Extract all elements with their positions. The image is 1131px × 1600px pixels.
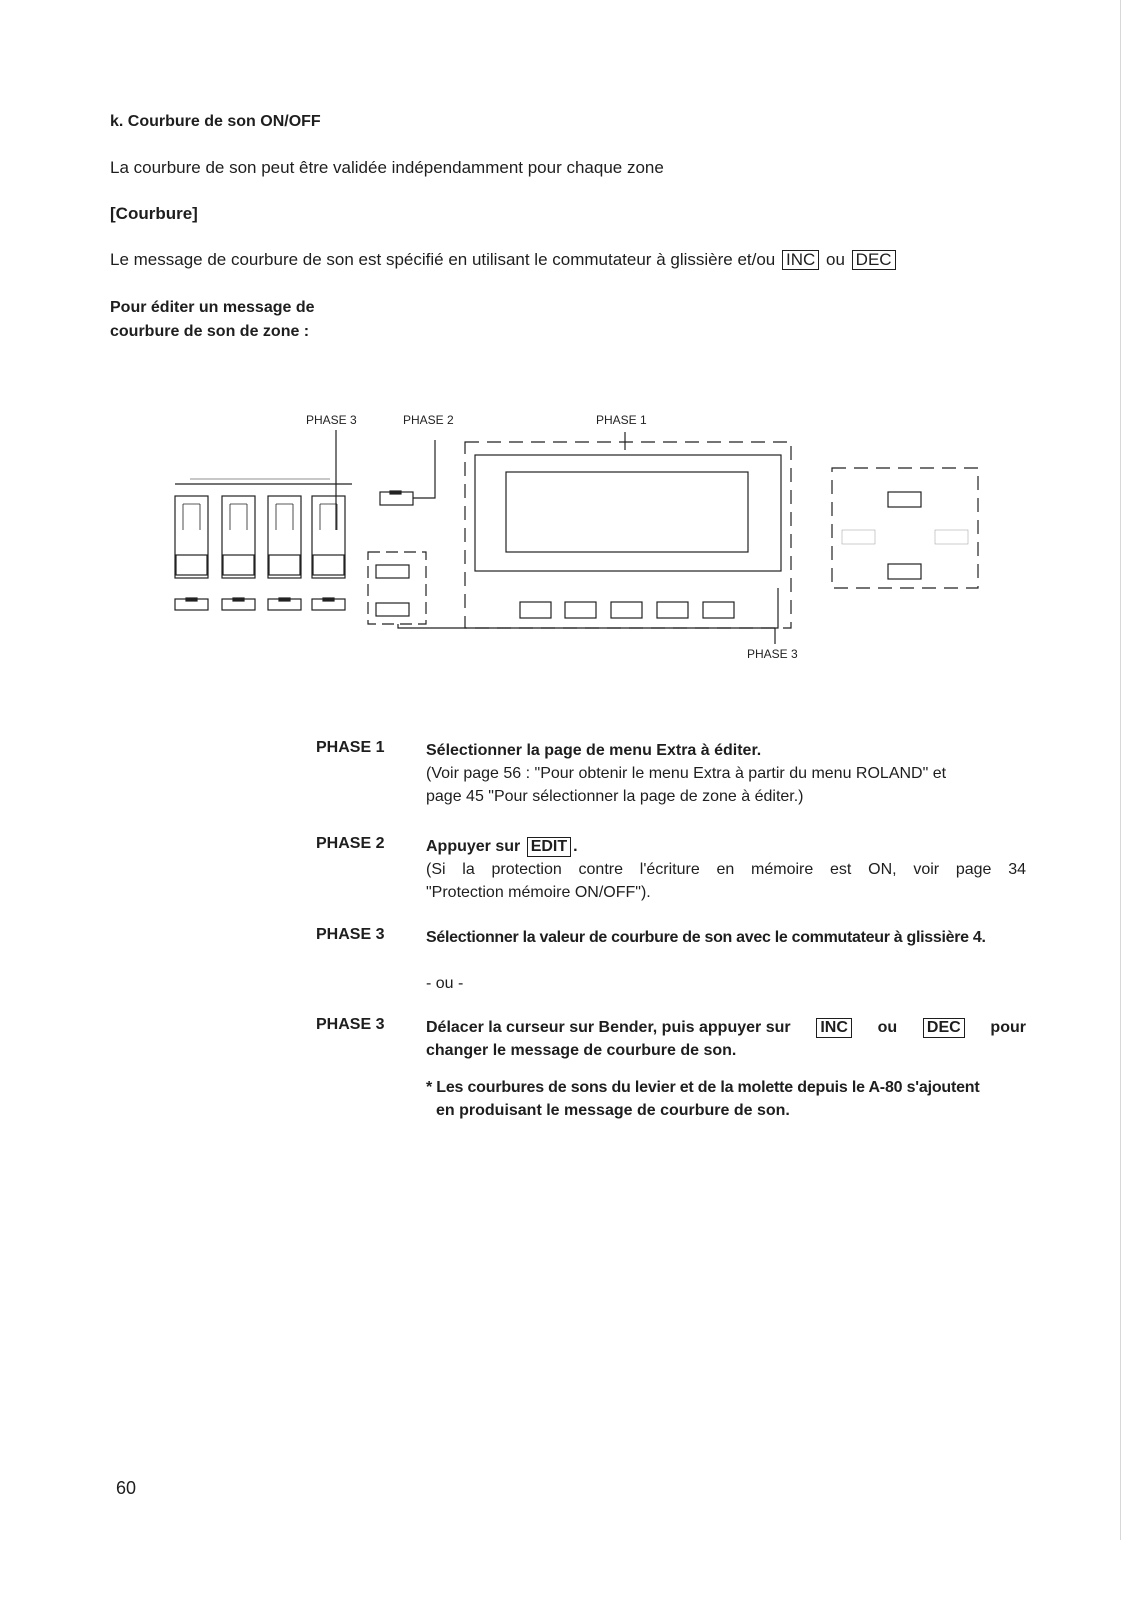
step-title <box>426 835 1026 858</box>
step-body <box>426 739 1026 808</box>
slider-2 <box>222 496 255 610</box>
edit-instructions-title <box>110 296 410 344</box>
section-heading: k. Courbure de son ON/OFF <box>110 113 321 130</box>
cursor-up-key <box>888 492 921 507</box>
step-label: PHASE 2 <box>316 835 385 852</box>
page-edge-line <box>1120 0 1121 1540</box>
footnote-line-1: * Les courbures de sons du levier et de la molette depuis le A-80 s'ajoutent <box>426 1079 980 1096</box>
edit-title-line-2: courbure de son de zone : <box>110 323 310 340</box>
cursor-right-key <box>935 530 968 544</box>
step-title: Sélectionner la page de menu Extra à éditer. <box>426 742 762 759</box>
cursor-left-key <box>842 530 875 544</box>
step-phase-3a <box>316 926 1026 972</box>
step-phase-2 <box>316 835 1026 926</box>
inc-key: INC <box>816 1018 852 1038</box>
edit-title-line-1: Pour éditer un message de <box>110 299 315 316</box>
cursor-key-group <box>832 468 978 588</box>
step-note-line-1: (Voir page 56 : "Pour obtenir le menu Extra à partir du menu ROLAND" et <box>426 765 947 782</box>
cursor-down-key <box>888 564 921 579</box>
step-phase-3b <box>316 1016 1026 1076</box>
step-phase-1 <box>316 739 1026 835</box>
phase2-pointer-line <box>413 440 435 498</box>
inc-dec-group <box>368 552 426 624</box>
function-button-5 <box>703 602 734 618</box>
display-area-outline <box>465 442 791 628</box>
step-note-line-2: page 45 "Pour sélectionner la page de zone à éditer.) <box>426 788 804 805</box>
instruction-steps <box>316 739 1026 1122</box>
step-body <box>426 835 1026 904</box>
step-label: PHASE 3 <box>316 1016 385 1033</box>
intro-paragraph: La courbure de son peut être validée indépendamment pour chaque zone <box>110 158 664 177</box>
slider-4 <box>312 496 345 610</box>
dec-key: DEC <box>852 250 896 270</box>
function-button-4 <box>657 602 688 618</box>
step-title-end: . <box>573 838 578 855</box>
step-label: PHASE 3 <box>316 926 385 943</box>
footnote-line-2: en produisant le message de courbure de son. <box>436 1102 790 1119</box>
inc-button-drawing <box>376 565 409 578</box>
phase2-top-label: PHASE 2 <box>403 413 454 427</box>
message-text: Le message de courbure de son est spécifié en utilisant le commutateur à glissière et/ou <box>110 250 776 269</box>
or-word: ou <box>826 250 845 269</box>
slider-1 <box>175 496 208 610</box>
step-body <box>426 1016 1026 1062</box>
front-panel-diagram <box>170 400 990 670</box>
dec-button-drawing <box>376 603 409 616</box>
message-paragraph <box>110 250 898 270</box>
function-button-1 <box>520 602 551 618</box>
step-title-line-1 <box>426 1016 1026 1039</box>
footnote <box>316 1076 1026 1122</box>
function-button-2 <box>565 602 596 618</box>
step-title-text: Délacer la curseur sur Bender, puis appuyer sur <box>426 1019 791 1036</box>
step-label: PHASE 1 <box>316 739 385 756</box>
edit-key: EDIT <box>527 837 571 857</box>
phase1-top-label: PHASE 1 <box>596 413 647 427</box>
step-title: Sélectionner la valeur de courbure de son avec le commutateur à glissière 4. <box>426 929 986 946</box>
footnote-body <box>426 1076 1026 1122</box>
step-note-line-2: "Protection mémoire ON/OFF"). <box>426 884 651 901</box>
step-title-line-2: changer le message de courbure de son. <box>426 1042 737 1059</box>
step-note-line-1: (Si la protection contre l'écriture en mémoire est ON, voir page 34 <box>426 861 1026 878</box>
step-title-text: Appuyer sur <box>426 838 521 855</box>
pour-word: pour <box>990 1019 1026 1036</box>
slider-3 <box>268 496 301 610</box>
function-button-3 <box>611 602 642 618</box>
step-separator <box>316 972 1026 1016</box>
dec-key: DEC <box>923 1018 965 1038</box>
inc-key: INC <box>782 250 819 270</box>
or-word: ou <box>877 1019 898 1036</box>
phase3-top-label: PHASE 3 <box>306 413 357 427</box>
page-number: 60 <box>116 1478 137 1498</box>
separator-text: - ou - <box>426 975 464 992</box>
phase3-bottom-label: PHASE 3 <box>747 647 798 661</box>
parameter-label: [Courbure] <box>110 204 198 223</box>
display-screen <box>506 472 748 552</box>
phase3-connector-line <box>398 588 778 628</box>
step-body <box>426 926 1026 949</box>
